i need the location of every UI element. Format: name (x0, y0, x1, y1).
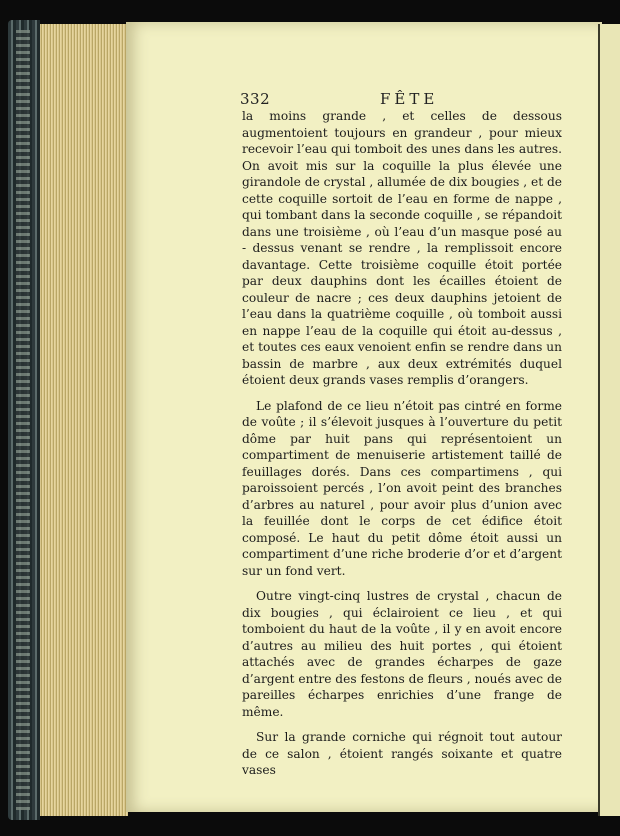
paragraph-1: la moins grande , et celles de dessous augmentoient toujours en grandeur , pour mieux recevoir l’eau qui tomboit des unes dans les autres. On avoit mis sur la coquille la plus élevée une girandole de crystal , allumée de dix bougies , et de cette coquille sortoit de l’eau en forme de nappe , qui tombant dans la seconde coquille , se répandoit dans une troisième , où l’eau d’un masque posé au - dessus venant se rendre , la remplissoit encore davantage. Cette troisième coquille étoit portée par deux dauphins dont les écailles étoient de couleur de nacre ; ces deux dauphins jetoient de l’eau dans la quatrième coquille , où tomboit aussi en nappe l’eau de la coquille qui étoit au-dessus , et toutes ces eaux venoient enfin se rendre dans un bassin de marbre , aux deux extrémités duquel étoient deux grands vases remplis d’orangers. (242, 109, 563, 387)
body-text (242, 108, 562, 788)
binding-pattern (16, 30, 30, 810)
facing-page-edge (598, 24, 620, 816)
paragraph-4: Sur la grande corniche qui régnoit tout autour de ce salon , étoient rangés soixante et quatre vases (242, 730, 562, 777)
page-edges (40, 24, 128, 816)
paragraph-2: Le plafond de ce lieu n’étoit pas cintré en forme de voûte ; il s’élevoit jusques à l’ouverture du petit dôme par huit pans qui représentoient un compartiment de menuiserie artistement taillé de feuillages dorés. Dans ces compartimens , qui paroissoient percés , l’on avoit peint des branches d’arbres au naturel , pour avoir plus d’union avec la feuillée dont le corps de cet édifice étoit composé. Le haut du petit dôme étoit aussi un compartiment d’une riche broderie d’or et d’argent sur un fond vert. (242, 398, 562, 578)
page-number: 332 (240, 90, 271, 108)
page-header (240, 90, 562, 110)
running-title: FÊTE (380, 90, 439, 108)
paragraph-3: Outre vingt-cinq lustres de crystal , chacun de dix bougies , qui éclairoient ce lieu , et qui tomboient du haut de la voûte , il y en avoit encore d’autres au milieu des huit portes , qui étoient attachés avec de grandes écharpes de gaze d’argent entre des festons de fleurs , noués avec de pareilles écharpes enrichies d’une frange de même. (242, 589, 562, 719)
